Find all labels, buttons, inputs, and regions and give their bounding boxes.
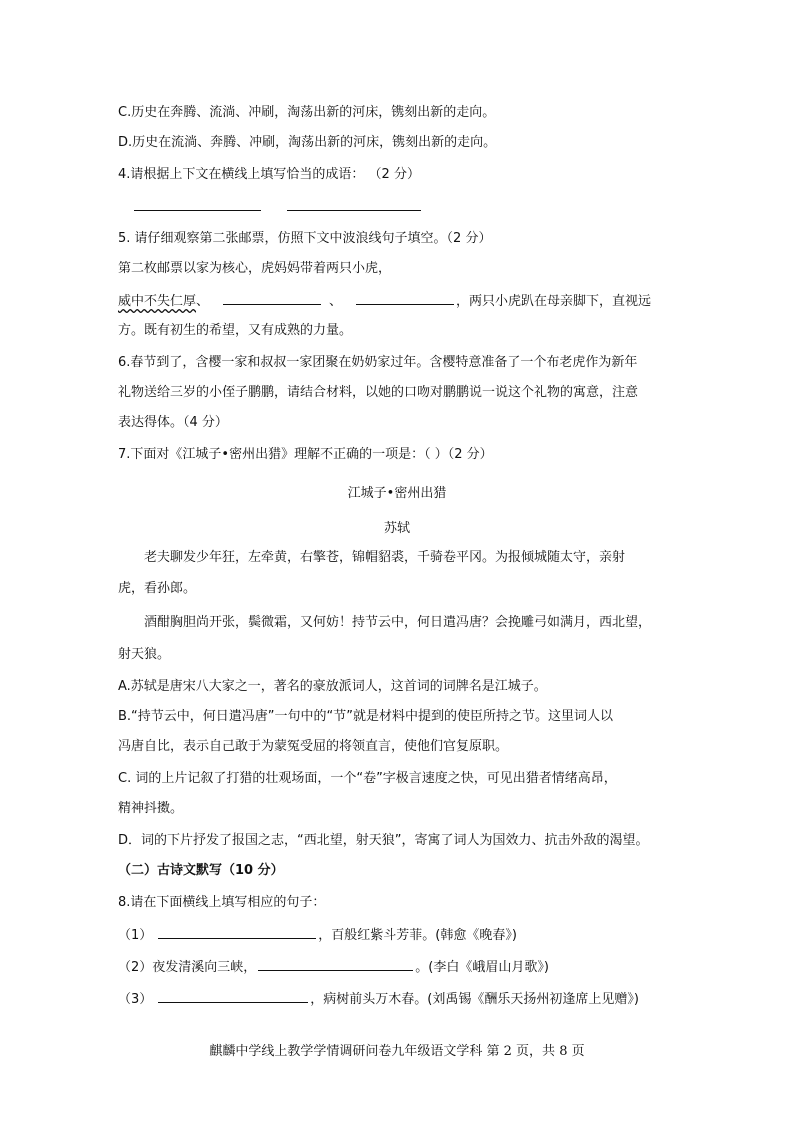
option-a: A.苏轼是唐宋八大家之一，著名的豪放派词人，这首词的词牌名是江城子。	[118, 679, 547, 694]
option-b-line-2: 冯唐自比，表示自己敢于为蒙冤受屈的将领直言，使他们官复原职。	[118, 739, 509, 754]
q4-blank-1	[134, 210, 261, 211]
option-d: D．词的下片抒发了报国之志，“西北望，射天狼”，寄寓了词人为国效力、抗击外敌的渴望。	[118, 833, 649, 848]
q8-item-3-blank	[158, 990, 308, 1003]
q8-item-1-blank	[158, 926, 316, 939]
q5-text-line-1: 第二枚邮票以家为核心，虎妈妈带着两只小虎，	[118, 261, 392, 276]
option-c-line-1: C. 词的上片记叙了打猎的壮观场面，一个“卷”字极言速度之快，可见出猎者情绪高昂，	[118, 771, 617, 786]
wavy-sentence: 威中不失仁厚	[118, 294, 197, 309]
q5-text-line-3: 方。既有初生的希望，又有成熟的力量。	[118, 323, 353, 338]
question-5: 5. 请仔细观察第二张邮票，仿照下文中波浪线句子填空。（2 分）	[118, 231, 492, 246]
q8-item-2-suffix: 。(李白《峨眉山月歌》)	[415, 960, 549, 975]
section-2-heading: （二）古诗文默写（10 分）	[118, 863, 284, 878]
q8-item-2	[118, 958, 549, 977]
q8-item-1-prefix: （1）	[118, 928, 153, 943]
q8-item-1-suffix: ，百般红紫斗芳菲。(韩愈《晚春》)	[318, 928, 517, 943]
question-7: 7.下面对《江城子•密州出猎》理解不正确的一项是：（ ）（2 分）	[118, 447, 493, 462]
q8-item-2-blank	[258, 958, 413, 971]
option-c-line: C.历史在奔腾、流淌、冲刷，淘荡出新的河床，镌刻出新的走向。	[118, 105, 496, 120]
question-6-line-2: 礼物送给三岁的小侄子鹏鹏，请结合材料，以她的口吻对鹏鹏说一说这个礼物的寓意，注意	[118, 385, 639, 400]
poem-line-4: 射天狼。	[118, 647, 171, 662]
q5-blank-1	[223, 292, 321, 305]
question-4: 4.请根据上下文在横线上填写恰当的成语： （2 分）	[118, 167, 420, 182]
poem-title: 江城子•密州出猎	[347, 486, 447, 501]
q8-item-3	[118, 990, 639, 1009]
q8-item-2-prefix: （2）夜发清溪向三峡，	[118, 960, 257, 975]
option-c-line-2: 精神抖擞。	[118, 801, 184, 816]
poem-line-1: 老夫聊发少年狂，左牵黄，右擎苍，锦帽貂裘，千骑卷平冈。为报倾城随太守，亲射	[144, 550, 626, 565]
poem-line-3: 酒酣胸胆尚开张，鬓微霜，又何妨！持节云中，何日遣冯唐？会挽雕弓如满月，西北望，	[144, 615, 652, 630]
q8-item-3-prefix: （3）	[118, 992, 153, 1007]
q5-separator-1: 、	[196, 294, 210, 309]
q5-separator-2: 、	[329, 294, 343, 309]
option-b-line-1: B.“持节云中，何日遣冯唐”一句中的“节”就是材料中提到的使臣所持之节。这里词人以	[118, 709, 613, 724]
q4-blank-2	[287, 210, 421, 211]
question-8: 8.请在下面横线上填写相应的句子：	[118, 895, 326, 910]
q8-item-3-suffix: ，病树前头万木春。(刘禹锡《酬乐天扬州初逢席上见赠》)	[310, 992, 639, 1007]
page-footer: 麒麟中学线上教学学情调研问卷九年级语文学科 第 2 页，共 8 页	[209, 1044, 585, 1059]
q5-text-line-2	[118, 292, 651, 311]
q5-line-tail: ，两只小虎趴在母亲脚下，直视远	[456, 294, 652, 309]
poem-line-2: 虎，看孙郎。	[118, 581, 197, 596]
question-6-line-1: 6.春节到了，含樱一家和叔叔一家团聚在奶奶家过年。含樱特意准备了一个布老虎作为新年	[118, 355, 638, 370]
question-6-line-3: 表达得体。（4 分）	[118, 415, 228, 430]
poem-author: 苏轼	[383, 521, 410, 536]
q5-blank-2	[356, 292, 454, 305]
q8-item-1	[118, 926, 517, 945]
option-d-line: D.历史在流淌、奔腾、冲刷，淘荡出新的河床，镌刻出新的走向。	[118, 135, 497, 150]
